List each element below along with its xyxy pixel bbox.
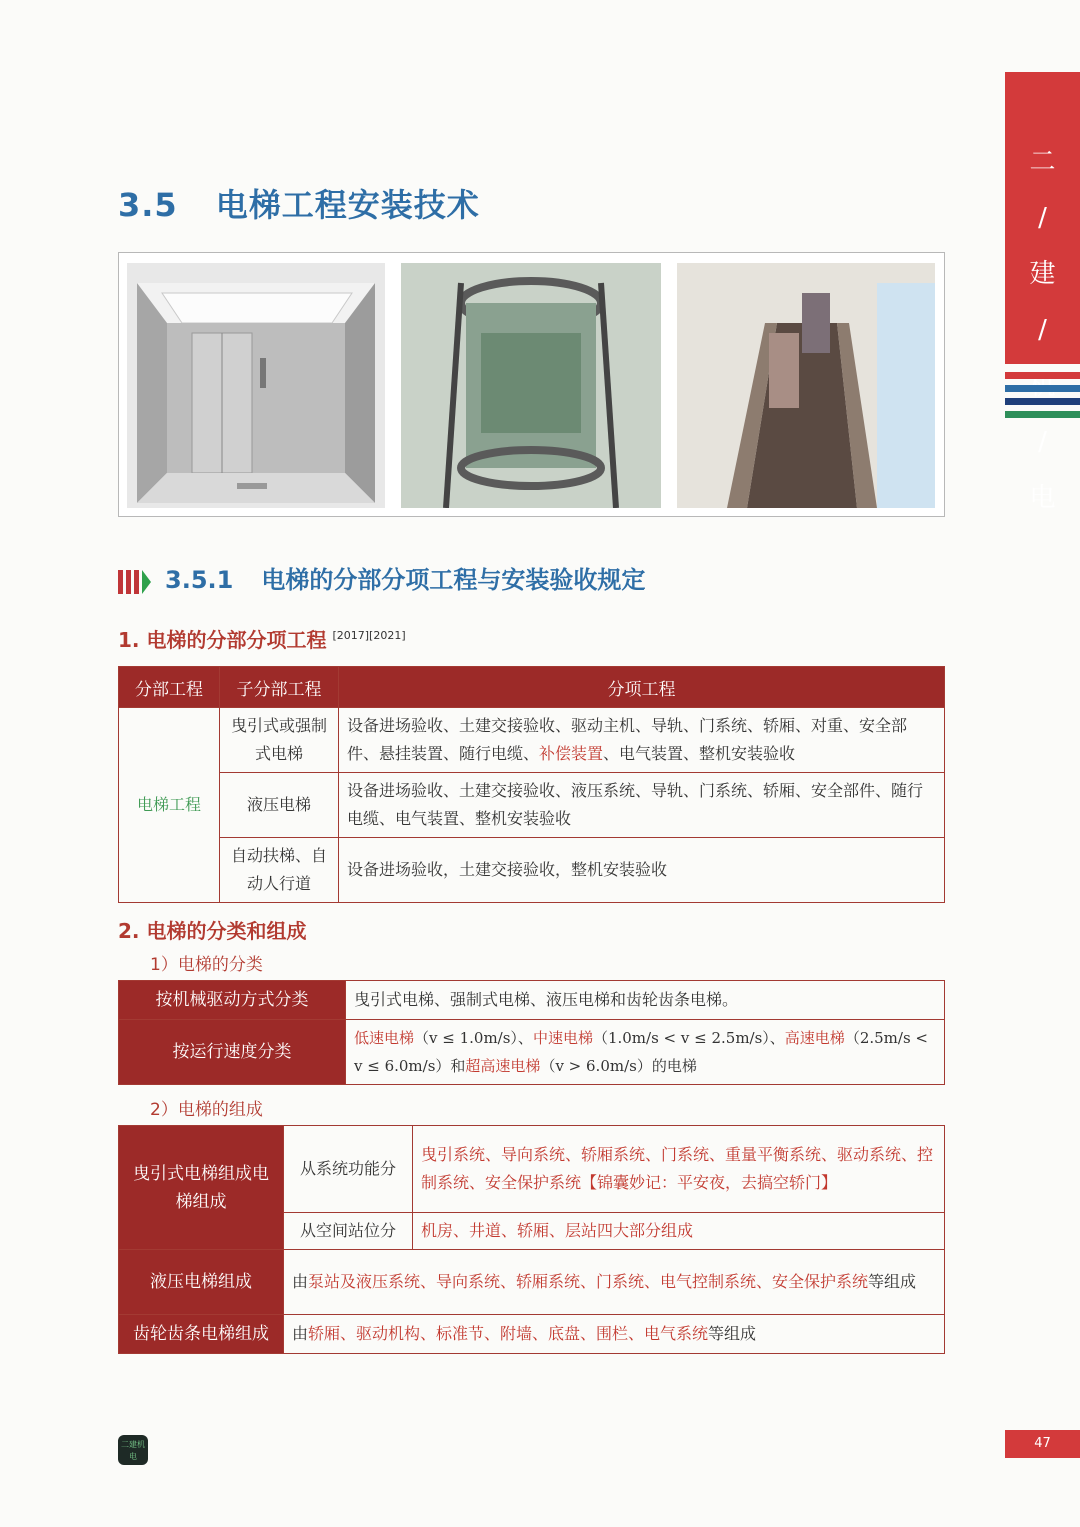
division-table [118, 666, 945, 903]
speed-cond: （2.5m/s < v ≤ 6.0m/s）和 [354, 1029, 928, 1075]
section-title-text: 电梯工程安装技术 [215, 186, 480, 224]
section-marker-icon [118, 567, 151, 595]
row-label: 齿轮齿条电梯组成 [119, 1315, 284, 1354]
row-value [284, 1250, 945, 1315]
part1-title: 1. 电梯的分部分项工程 [118, 628, 327, 652]
row-value [346, 1020, 945, 1085]
table-row [119, 838, 945, 903]
side-tab-char: 建 [1029, 259, 1056, 289]
classification-heading: 1）电梯的分类 [150, 955, 263, 975]
elevator-car-photo [127, 263, 385, 508]
text: 由 [292, 1324, 309, 1343]
side-tab-char: / [1038, 203, 1047, 233]
aspect-value: 机房、井道、轿厢、层站四大部分组成 [413, 1213, 945, 1250]
subsection-title-text: 电梯的分部分项工程与安装验收规定 [261, 566, 646, 594]
division-cell: 电梯工程 [119, 708, 220, 903]
col-header: 分部工程 [119, 667, 220, 708]
items-text: 、电气装置、整机安装验收 [603, 744, 796, 763]
items-highlight: 补偿装置 [539, 744, 604, 763]
text: 由 [292, 1272, 309, 1291]
row-label: 按机械驱动方式分类 [119, 981, 346, 1020]
decorative-stripes [1005, 372, 1080, 424]
table-row [119, 1020, 945, 1085]
row-value: 曳引式电梯、强制式电梯、液压电梯和齿轮齿条电梯。 [346, 981, 945, 1020]
system-list: 曳引系统、导向系统、轿厢系统、门系统、重量平衡系统、驱动系统、控制系统、安全保护系统 [421, 1145, 934, 1192]
section-title [118, 180, 480, 226]
subsection-number: 3.5.1 [165, 566, 234, 594]
row-label: 液压电梯组成 [119, 1250, 284, 1315]
side-tab-char: / [1038, 315, 1047, 345]
table-row [119, 708, 945, 773]
subsection-title [118, 560, 645, 595]
table-row [119, 981, 945, 1020]
section-number: 3.5 [118, 186, 178, 224]
text: 等组成 [708, 1324, 757, 1343]
escalator-photo [677, 263, 935, 508]
part1-heading [118, 624, 406, 653]
text: 等组成 [868, 1272, 917, 1291]
page-number: 47 [1005, 1430, 1080, 1458]
table-header-row [119, 667, 945, 708]
brand-logo: 二建机电 [118, 1435, 148, 1465]
speed-cond: （v > 6.0m/s）的电梯 [540, 1057, 697, 1075]
table-row [119, 773, 945, 838]
speed-class: 低速电梯 [354, 1029, 415, 1047]
speed-cond: （1.0m/s < v ≤ 2.5m/s）、 [592, 1029, 785, 1047]
col-header: 子分部工程 [220, 667, 339, 708]
speed-class: 超高速电梯 [465, 1057, 541, 1075]
table-row [119, 1315, 945, 1354]
items-text: 设备进场验收、土建交接验收、驱动主机、导轨、门系统、轿厢、对重、安全部件、悬挂装置、随行电缆、 [347, 716, 908, 763]
table-row [119, 1250, 945, 1315]
composition-heading: 2）电梯的组成 [150, 1100, 263, 1120]
items-cell: 设备进场验收、土建交接验收、液压系统、导轨、门系统、轿厢、安全部件、随行电缆、电气装置、整机安装验收 [339, 773, 945, 838]
photo-strip [118, 252, 945, 517]
side-tab-char: 电 [1029, 483, 1056, 513]
speed-class: 高速电梯 [784, 1029, 845, 1047]
side-tab-char: / [1038, 427, 1047, 457]
items-cell: 设备进场验收，土建交接验收，整机安装验收 [339, 838, 945, 903]
row-label: 曳引式电梯组成电梯组成 [119, 1126, 284, 1250]
sightseeing-elevator-photo [401, 263, 661, 508]
col-header: 分项工程 [339, 667, 945, 708]
classification-table [118, 980, 945, 1085]
side-tab-char: 二 [1029, 147, 1056, 177]
chapter-side-tab [1005, 72, 1080, 513]
speed-cond: （v ≤ 1.0m/s）、 [414, 1029, 533, 1047]
mnemonic: 【锦囊妙记：平安夜，去搞空轿门】 [581, 1173, 838, 1192]
exam-years: [2017][2021] [332, 629, 406, 643]
composition-table [118, 1125, 945, 1354]
aspect-value [413, 1126, 945, 1213]
speed-class: 中速电梯 [532, 1029, 593, 1047]
table-row [119, 1126, 945, 1213]
sub-division-cell: 液压电梯 [220, 773, 339, 838]
sub-division-cell: 曳引式或强制式电梯 [220, 708, 339, 773]
aspect-label: 从系统功能分 [284, 1126, 413, 1213]
row-label: 按运行速度分类 [119, 1020, 346, 1085]
items-cell [339, 708, 945, 773]
part2-heading: 2. 电梯的分类和组成 [118, 919, 307, 943]
component-list: 轿厢、驱动机构、标准节、附墙、底盘、围栏、电气系统 [308, 1324, 709, 1343]
sub-division-cell: 自动扶梯、自动人行道 [220, 838, 339, 903]
aspect-label: 从空间站位分 [284, 1213, 413, 1250]
row-value [284, 1315, 945, 1354]
component-list: 泵站及液压系统、导向系统、轿厢系统、门系统、电气控制系统、安全保护系统 [308, 1272, 869, 1291]
